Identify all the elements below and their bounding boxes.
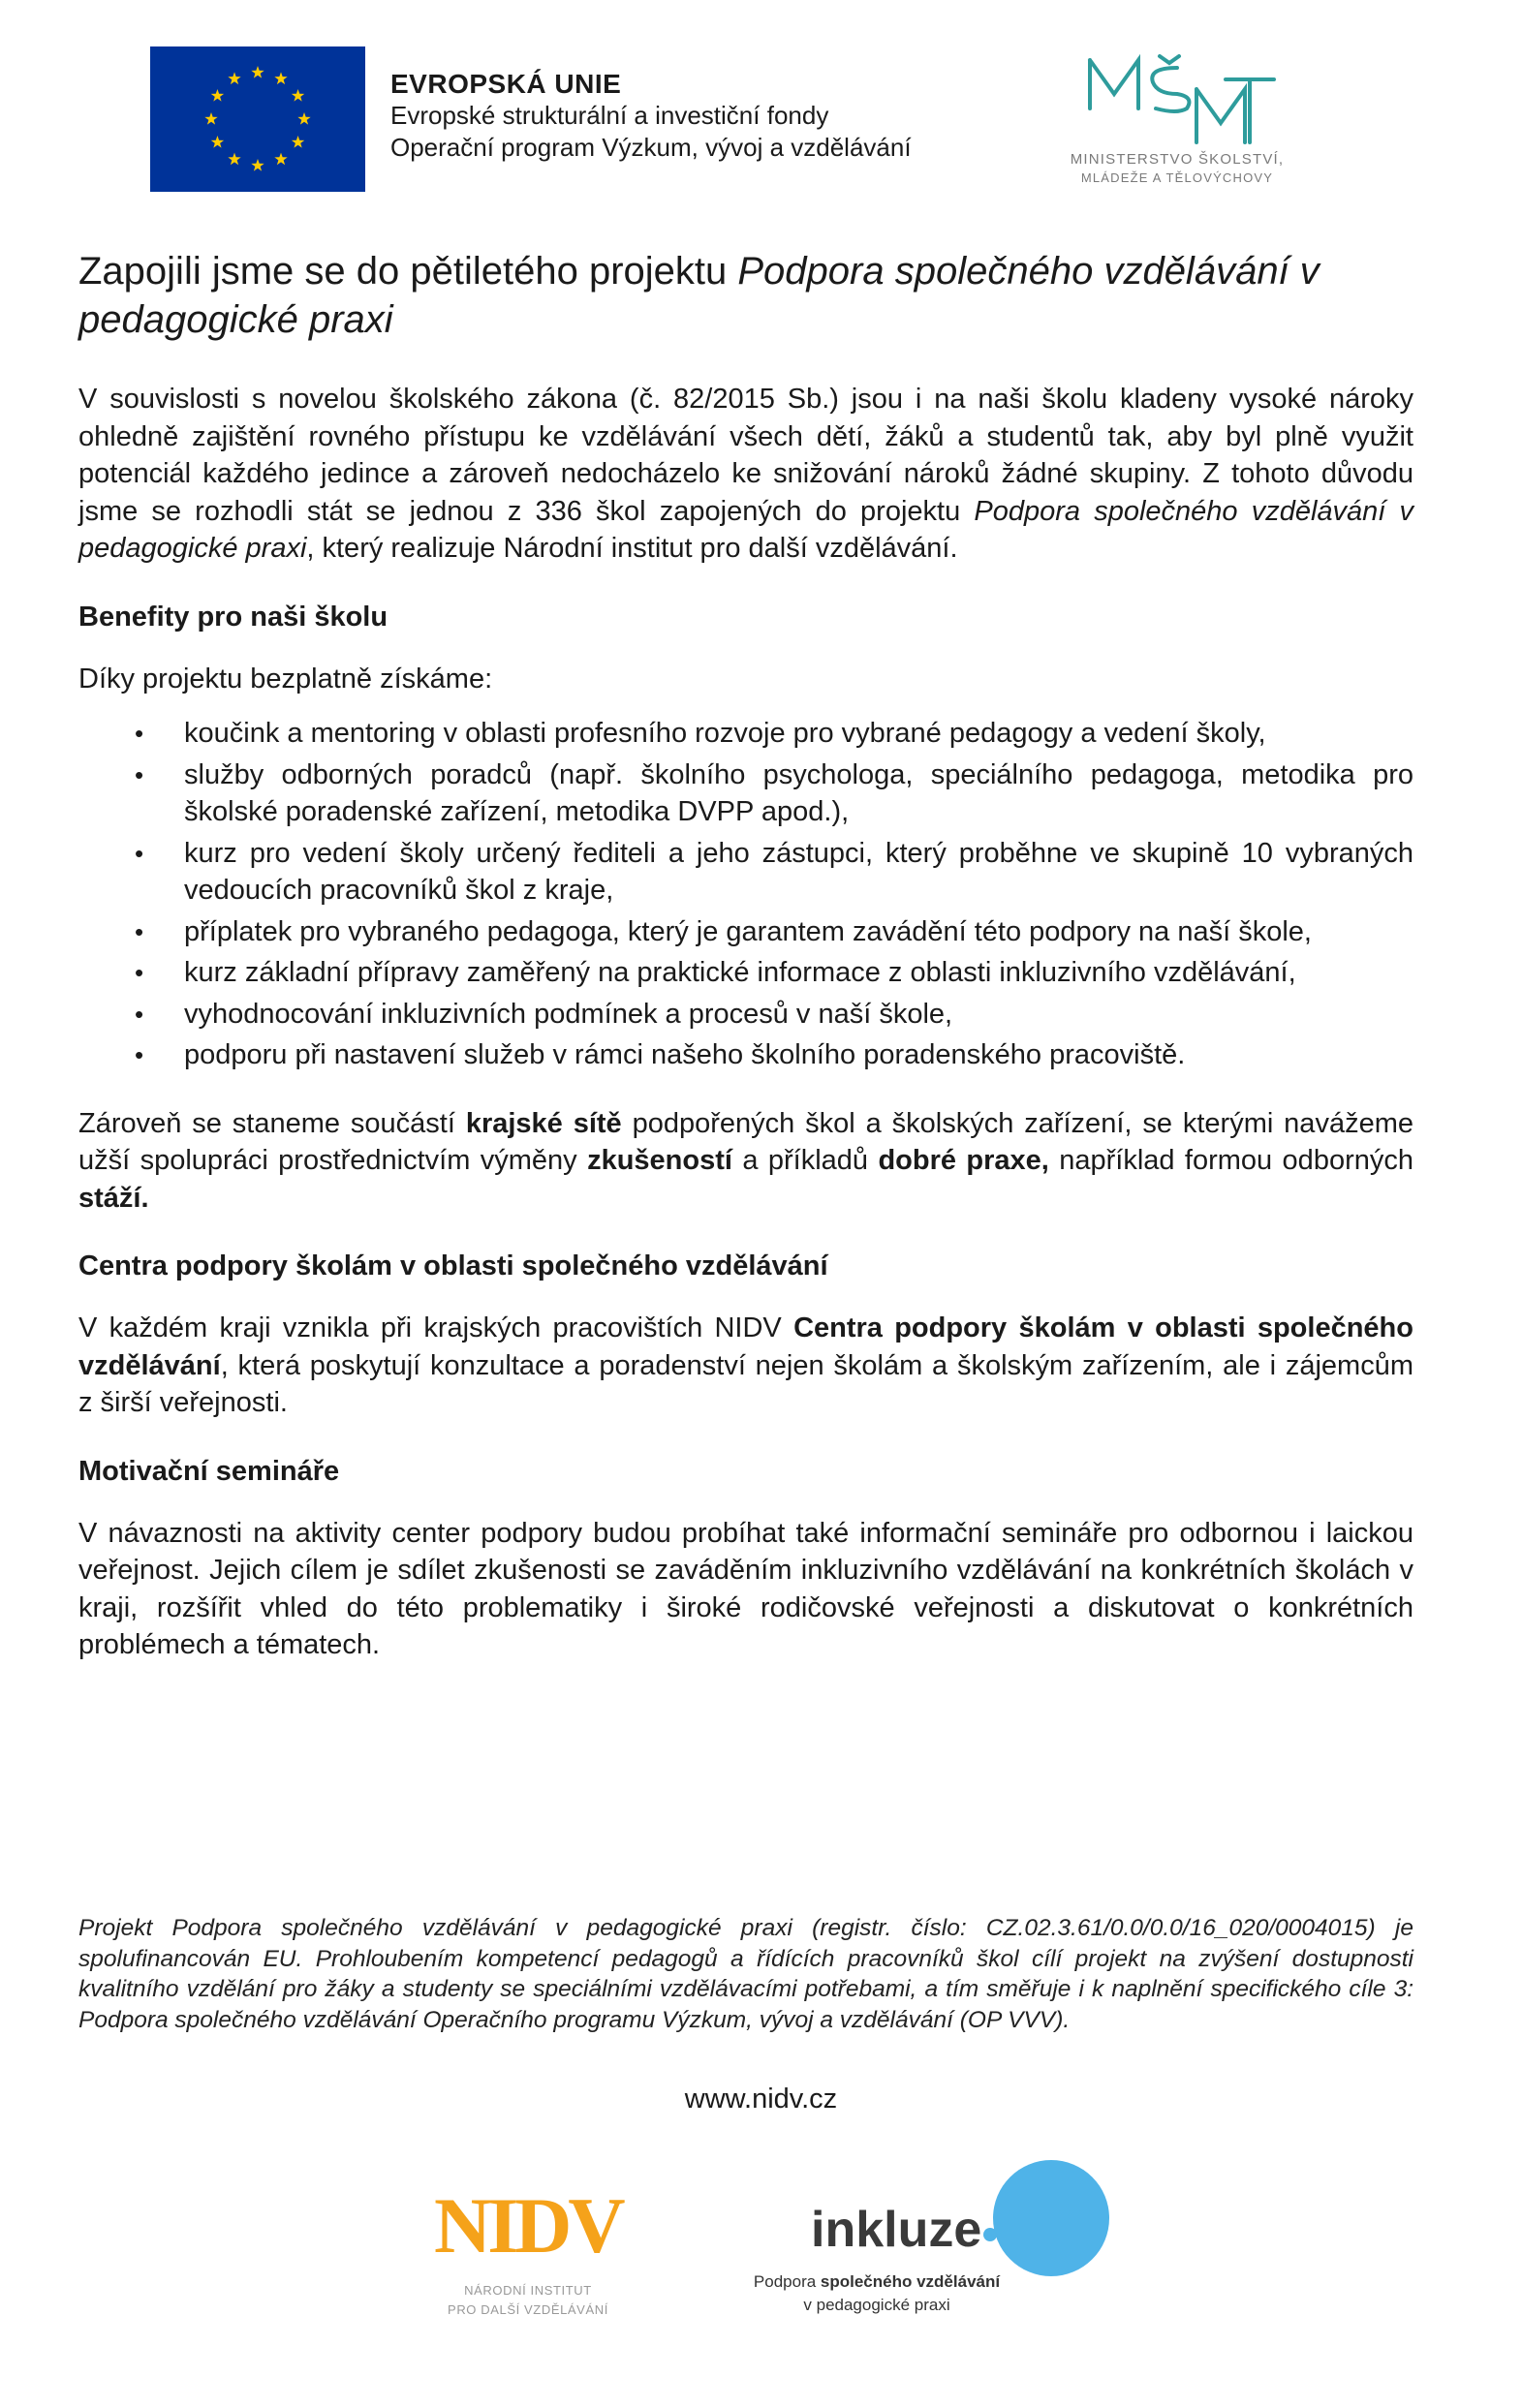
inkluze-tag-plain: Podpora bbox=[753, 2272, 821, 2291]
centers-text: V každém kraji vznikla při krajských pracovištích NIDV bbox=[78, 1312, 794, 1343]
bullet-icon: • bbox=[135, 838, 144, 868]
bullet-icon: • bbox=[135, 999, 144, 1029]
inkluze-wordmark: inkluze bbox=[811, 2202, 982, 2258]
network-bold: zkušeností bbox=[587, 1145, 732, 1176]
msmt-name-line2: MLÁDEŽE A TĚLOVÝCHOVY bbox=[1080, 170, 1274, 185]
inkluze-dot-icon bbox=[983, 2228, 997, 2241]
page-title bbox=[78, 247, 1413, 344]
list-item bbox=[78, 996, 1413, 1034]
intro-text-1: V souvislosti s novelou školského zákona (č. 82/2015 Sb.) jsou i na naši školu kladeny vysoké nároky ohledně zajištění rovného přístupu ke vzdělávání všech dětí, žáků a studentů tak, aby byl plně využit potenciál každého jedince a zároveň nedocházelo ke snižování nároků žádné skupiny. Z tohoto důvodu jsme se rozhodli stát se jednou z 336 škol zapojených do projektu bbox=[78, 384, 1413, 527]
centers-bold: Centra podpory školám v oblasti společného vzdělávání bbox=[78, 1312, 1413, 1381]
title-project-name: Podpora společného vzdělávání v pedagogické praxi bbox=[78, 250, 1320, 341]
msmt-monogram-icon bbox=[1032, 50, 1322, 147]
list-item bbox=[78, 913, 1413, 951]
intro-text-2: , který realizuje Národní institut pro další vzdělávání. bbox=[306, 533, 958, 564]
list-item-text: kurz pro vedení školy určený řediteli a jeho zástupci, který proběhne ve skupině 10 vybraných vedoucích pracovníků škol z kraje, bbox=[184, 837, 1413, 906]
list-item-text: koučink a mentoring v oblasti profesního rozvoje pro vybrané pedagogy a vedení školy, bbox=[184, 718, 1266, 749]
seminars-heading: Motivační semináře bbox=[78, 1455, 340, 1487]
main-content bbox=[78, 247, 1413, 1664]
intro-project-name: Podpora společného vzdělávání v pedagogické praxi bbox=[78, 495, 1413, 564]
network-text: Zároveň se staneme součástí bbox=[78, 1107, 466, 1139]
intro-paragraph bbox=[78, 381, 1413, 568]
inkluze-tag-bold: společného vzdělávání bbox=[820, 2272, 1001, 2291]
list-item-text: příplatek pro vybraného pedagoga, který je garantem zavádění této podpory na naší škole, bbox=[184, 915, 1312, 947]
eu-stars-icon bbox=[150, 46, 365, 192]
network-text: například formou odborných bbox=[1048, 1145, 1413, 1176]
centers-paragraph bbox=[78, 1310, 1413, 1422]
benefits-intro: Díky projektu bezplatně získáme: bbox=[78, 663, 493, 695]
inkluze-logo bbox=[693, 2160, 1109, 2354]
project-footnote: Projekt Podpora společného vzdělávání v pedagogické praxi (registr. číslo: CZ.02.3.61/0.0/0.0/16_020/0004015) je spolufinancován EU. Prohloubením kompetencí pedagogů a řídících pracovníků škol cílí projekt na zvýšení dostupnosti kvalitního vzdělání pro žáky a studenty se speciálními vzdělávacími potřebami, a tím směřuje i k naplnění specifického cíle 3: Podpora společného vzdělávání Operačního programu Výzkum, vývoj a vzdělávání (OP VVV). bbox=[78, 1915, 1413, 2033]
network-text: podpořených škol a školských zařízení, se kterými navážeme užší spolupráci prostřednictvím výměny bbox=[78, 1107, 1413, 1176]
benefits-list bbox=[78, 715, 1413, 1074]
list-item bbox=[78, 756, 1413, 831]
list-item bbox=[78, 715, 1413, 753]
inkluze-tagline-2: v pedagogické praxi bbox=[803, 2296, 950, 2314]
network-bold: dobré praxe, bbox=[878, 1145, 1049, 1176]
nidv-name-line2: PRO DALŠÍ VZDĚLÁVÁNÍ bbox=[448, 2302, 608, 2317]
website-link[interactable]: www.nidv.cz bbox=[684, 2084, 838, 2115]
eu-text-block bbox=[390, 68, 912, 164]
nidv-logo bbox=[426, 2179, 630, 2334]
eu-flag-logo bbox=[150, 46, 365, 192]
seminars-paragraph: V návaznosti na aktivity center podpory budou probíhat také informační semináře pro odbornou i laickou veřejnost. Jejich cílem je sdílet zkušenosti se zaváděním inkluzivního vzdělávání na konkrétních školách v kraji, rozšířit vhled do této problematiky i široké rodičovské veřejnosti a diskutovat o konkrétních problémech a tématech. bbox=[78, 1517, 1413, 1660]
network-text: a příkladů bbox=[731, 1145, 879, 1176]
inkluze-tagline-1 bbox=[693, 2272, 1061, 2292]
msmt-name-line1: MINISTERSTVO ŠKOLSTVÍ, bbox=[1070, 151, 1285, 168]
list-item-text: podporu při nastavení služeb v rámci našeho školního poradenského pracoviště. bbox=[184, 1039, 1186, 1070]
centers-text: , která poskytují konzultace a poradenství nejen školám a školským zařízením, ale i zájemcům z širší veřejnosti. bbox=[78, 1349, 1413, 1418]
list-item bbox=[78, 835, 1413, 910]
msmt-logo bbox=[1032, 50, 1322, 191]
list-item-text: kurz základní přípravy zaměřený na praktické informace z oblasti inkluzivního vzdělávání, bbox=[184, 957, 1296, 988]
nidv-name-line1: NÁRODNÍ INSTITUT bbox=[464, 2283, 592, 2298]
list-item bbox=[78, 954, 1413, 992]
bullet-icon: • bbox=[135, 759, 144, 789]
eu-subtitle: Evropské strukturální a investiční fondy bbox=[390, 101, 829, 130]
benefits-heading: Benefity pro naši školu bbox=[78, 601, 388, 633]
bullet-icon: • bbox=[135, 719, 144, 748]
bullet-icon: • bbox=[135, 958, 144, 987]
network-bold: krajské sítě bbox=[465, 1107, 622, 1139]
list-item bbox=[78, 1036, 1413, 1074]
list-item-text: vyhodnocování inkluzivních podmínek a procesů v naší škole, bbox=[184, 998, 953, 1030]
bullet-icon: • bbox=[135, 916, 144, 946]
bullet-icon: • bbox=[135, 1040, 144, 1069]
eu-title: EVROPSKÁ UNIE bbox=[390, 69, 622, 99]
inkluze-circle-icon bbox=[993, 2160, 1109, 2276]
eu-program: Operační program Výzkum, vývoj a vzdělávání bbox=[390, 133, 912, 162]
nidv-mark: NIDV bbox=[434, 2181, 622, 2269]
title-prefix: Zapojili jsme se do pětiletého projektu bbox=[78, 250, 738, 293]
network-paragraph bbox=[78, 1105, 1413, 1218]
network-bold: stáží. bbox=[78, 1182, 149, 1214]
list-item-text: služby odborných poradců (např. školního psychologa, speciálního pedagoga, metodika pro školské poradenské zařízení, metodika DVPP apod.), bbox=[184, 758, 1413, 827]
centers-heading: Centra podpory školám v oblasti společného vzdělávání bbox=[78, 1250, 828, 1281]
